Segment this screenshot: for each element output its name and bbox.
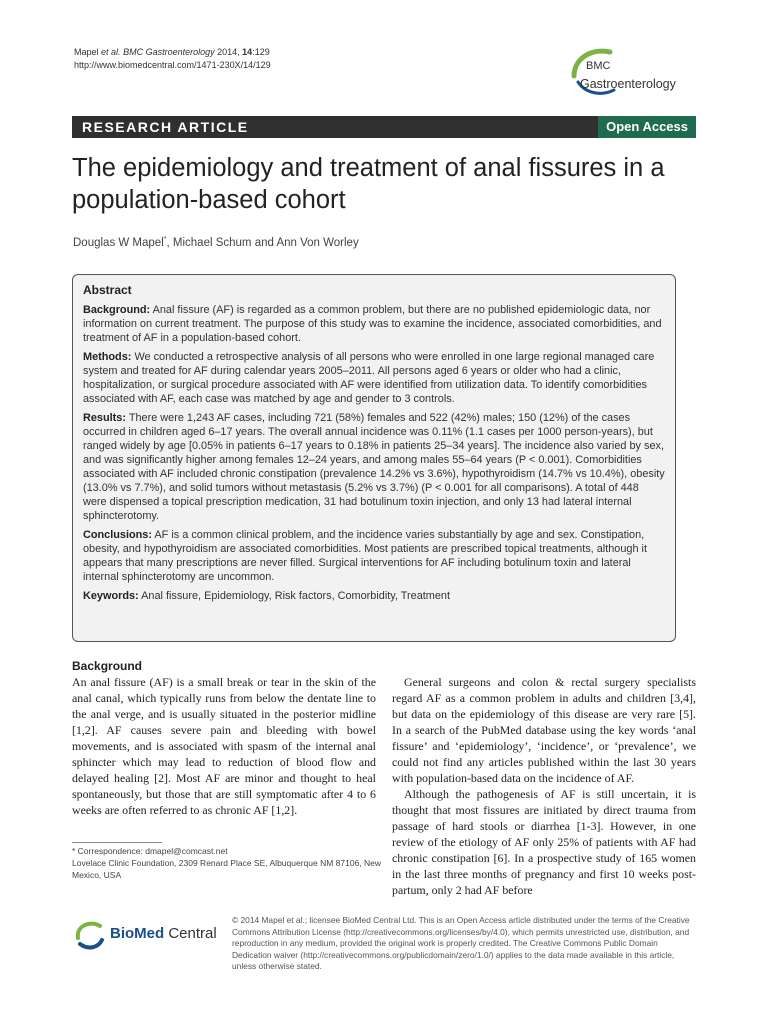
abstract-results xyxy=(83,411,665,523)
journal-logo xyxy=(566,46,706,98)
journal-logo-line1: BMC xyxy=(586,60,611,72)
body-paragraph: General surgeons and colon & rectal surgery specialists regard AF as a common problem in adults and children [3,4], but data on the epidemiology of this disease are very rare [5]. In a search of the PubMed database using the key words ‘anal fissure’ and ‘epidemiology’, ‘incidence’, or ‘prevalence’, we could not find any articles published within the last 30 years with population-based data on the incidence of AF. xyxy=(392,675,696,785)
license-statement: © 2014 Mapel et al.; licensee BioMed Central Ltd. This is an Open Access article distributed under the terms of the Creative Commons Attribution License (http://creativecommons.org/licenses/by/4.0), which permits unrestricted use, distribution, and reproduction in any medium, provided the original work is properly credited. The Creative Commons Public Domain Dedication waiver (http://creativecommons.org/publicdomain/zero/1.0/) applies to the data made available in this article, unless otherwise stated. xyxy=(232,915,690,971)
publisher-logo-text xyxy=(110,925,217,942)
body-paragraph: An anal fissure (AF) is a small break or tear in the skin of the anal canal, which typically runs from below the dentate line to the anal verge, and is usually situated in the posterior midline [1,2]. AF causes severe pain and bleeding with bowel movements, and is associated with spasm of the internal anal sphincter which may lead to reduction of blood flow and delayed healing [2]. Most AF are minor and thought to heal spontaneously, but those that are still symptomatic after 4 to 6 weeks are often referred to as chronic AF [1,2]. xyxy=(72,675,376,817)
citation-etal: et al. xyxy=(101,47,121,57)
footnote xyxy=(72,845,382,881)
citation-journal: BMC Gastroenterology xyxy=(123,47,215,57)
abstract-heading: Abstract xyxy=(83,283,132,297)
abstract-methods-label: Methods: xyxy=(83,351,132,363)
citation-pages: :129 xyxy=(252,47,270,57)
journal-logo-line2: Gastroenterology xyxy=(580,77,676,91)
abstract-results-text: There were 1,243 AF cases, including 721 (58%) females and 522 (42%) males; 150 (12%) of the cases occurred in children aged 6–17 years. The overall annual incidence was 0.11% (1.1 cases per 1000 person-years), but ranged widely by age [0.05% in patients 6–17 years to 0.18% in patients 25–34 years]. The incidence also varied by sex, and was significantly higher among females 12–24 years, and among males 55–64 years (P < 0.001). Comorbidities associated with AF included chronic constipation (prevalence 14.2% vs 3.6%), hypothyroidism (14.7% vs 10.4%), obesity (13.0% vs 7.7%), and solid tumors without metastasis (5.2% vs 3.7%) (P < 0.001 for all comparisons). A total of 448 were dispensed a topical prescription medication, 31 had botulinum toxin injection, and only 13 had lateral internal sphincterotomy. xyxy=(83,412,665,522)
body-column-right xyxy=(392,658,696,898)
abstract-conclusions-label: Conclusions: xyxy=(83,529,152,541)
section-heading-background: Background xyxy=(72,659,143,673)
abstract-box xyxy=(72,274,676,642)
abstract-background xyxy=(83,303,665,345)
abstract-methods-text: We conducted a retrospective analysis of all persons who were enrolled in one large regional managed care system and treated for AF during calendar years 2005–2011. All persons aged 6 years or older who had a clinic, hospitalization, or surgical procedure associated with AF were identified from utilization data. To identify comorbidities associated with AF, each case was matched by age and gender to 3 controls. xyxy=(83,351,655,405)
citation-header xyxy=(74,46,271,72)
publisher-logo-bold: BioMed xyxy=(110,925,165,942)
abstract-conclusions xyxy=(83,528,665,584)
author-primary[interactable]: Douglas W Mapel xyxy=(73,236,164,249)
abstract-conclusions-text: AF is a common clinical problem, and the incidence varies substantially by age and sex. Constipation, obesity, and hypothyroidism are associated comorbidities. Most patients are prescribed topical treatments, although it appears that many prescriptions are never filled. Surgical interventions for AF including botulinum toxin and lateral internal sphincterotomy are uncommon. xyxy=(83,529,647,583)
author-list xyxy=(73,236,359,249)
abstract-results-label: Results: xyxy=(83,412,126,424)
abstract-keywords xyxy=(83,589,665,603)
article-type-banner xyxy=(72,116,696,138)
affiliation-address: Lovelace Clinic Foundation, 2309 Renard Place SE, Albuquerque NM 87106, New Mexico, USA xyxy=(72,858,382,880)
abstract-methods xyxy=(83,350,665,406)
correspondence-line[interactable]: * Correspondence: dmapel@comcast.net xyxy=(72,846,228,856)
open-access-badge: Open Access xyxy=(598,116,696,138)
author-primary-mark: * xyxy=(163,236,167,243)
publisher-logo-normal: Central xyxy=(164,925,217,942)
abstract-keywords-text: Anal fissure, Epidemiology, Risk factors, Comorbidity, Treatment xyxy=(141,590,451,602)
abstract-background-text: Anal fissure (AF) is regarded as a common problem, but there are no published epidemiologic data, nor information on current treatment. The purpose of this study was to examine the incidence, associated comorbidities, and treatment of AF in a population-based cohort. xyxy=(83,304,662,344)
article-title: The epidemiology and treatment of anal fissures in a population-based cohort xyxy=(72,154,665,214)
abstract-background-label: Background: xyxy=(83,304,151,316)
citation-url[interactable]: http://www.biomedcentral.com/1471-230X/14/129 xyxy=(74,60,271,70)
body-paragraph: Although the pathogenesis of AF is still uncertain, it is thought that most fissures are initiated by direct trauma from passage of hard stools or diarrhea [1-3]. However, in one review of the etiology of AF only 25% of patients with AF had chronic constipation [6]. In a prospective study of 165 women in the last three months of pregnancy and first 10 weeks post-partum, only 2 had AF before xyxy=(392,787,696,897)
body-column-left xyxy=(72,658,376,818)
author-others: , Michael Schum and Ann Von Worley xyxy=(166,236,359,249)
citation-year: 2014, xyxy=(217,47,240,57)
article-type-label: RESEARCH ARTICLE xyxy=(82,119,249,135)
citation-author: Mapel xyxy=(74,47,99,57)
publisher-swoosh-icon xyxy=(72,918,106,950)
abstract-keywords-label: Keywords: xyxy=(83,590,139,602)
citation-volume: 14 xyxy=(242,47,253,57)
publisher-logo xyxy=(72,918,222,950)
footnote-divider xyxy=(72,842,162,843)
